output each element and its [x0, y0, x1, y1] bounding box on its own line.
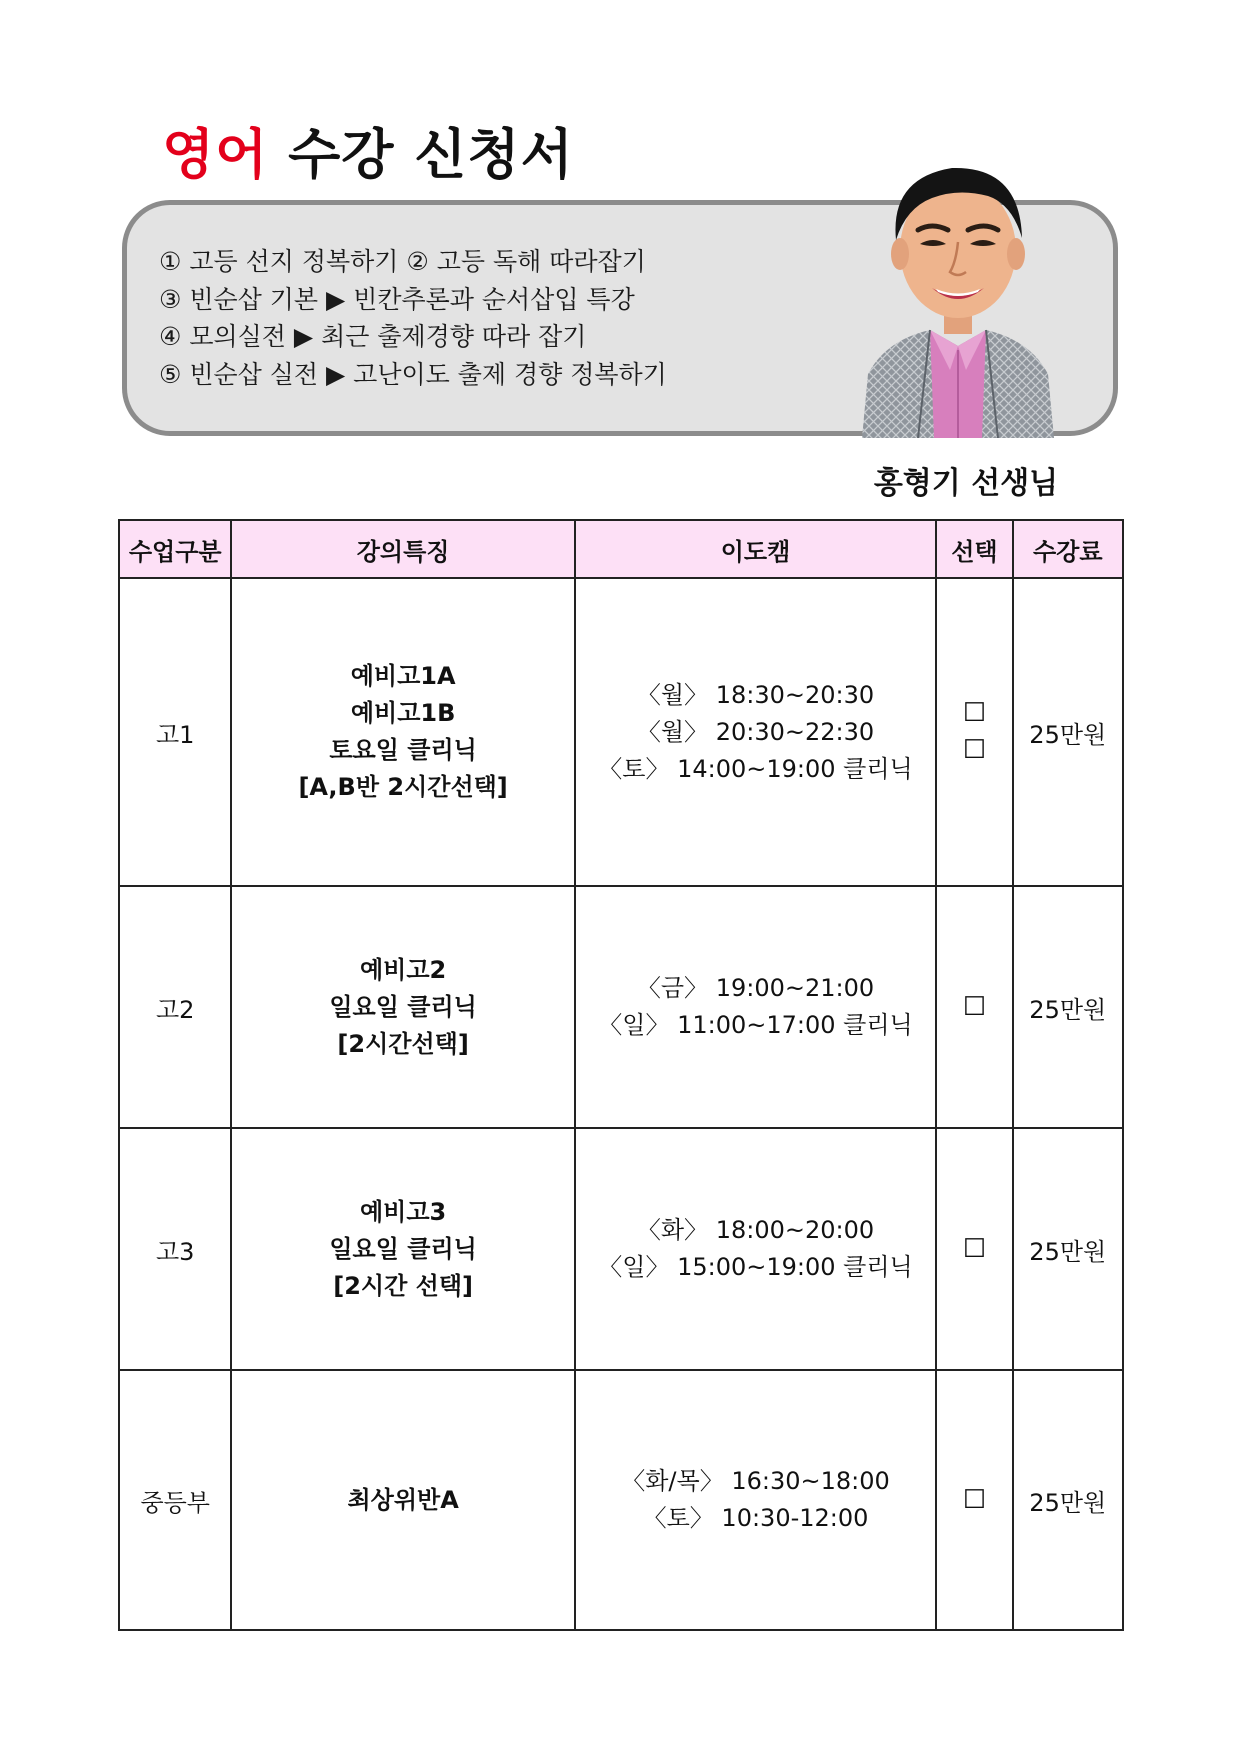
schedule-cell: [575, 1370, 936, 1630]
intro-line: ① 고등 선지 정복하기 ② 고등 독해 따라잡기: [159, 247, 646, 276]
intro-line: ⑤ 빈순삽 실전 ▶ 고난이도 출제 경향 정복하기: [159, 359, 667, 389]
feature-line: 토요일 클리닉: [329, 736, 477, 764]
schedule-line: 〈화〉 18:00~20:00: [636, 1216, 875, 1244]
table-row: [119, 886, 1123, 1128]
column-header-class-type: 수업구분: [119, 520, 231, 578]
feature-line: 예비고2: [359, 955, 447, 984]
feature-line: 예비고1B: [350, 699, 456, 727]
select-checkbox[interactable]: ☐: [962, 991, 987, 1022]
fee-cell: 25만원: [1013, 1128, 1123, 1370]
feature-cell: [231, 886, 574, 1128]
schedule-cell: [575, 1128, 936, 1370]
grade-cell: 중등부: [119, 1370, 231, 1630]
feature-line: [2시간선택]: [337, 1029, 469, 1058]
feature-line: 최상위반A: [347, 1485, 459, 1514]
feature-line: 예비고1A: [350, 662, 456, 690]
feature-cell: [231, 578, 574, 886]
feature-cell: [231, 1128, 574, 1370]
grade-cell: 고3: [119, 1128, 231, 1370]
fee-cell: 25만원: [1013, 1370, 1123, 1630]
schedule-line: 〈월〉 20:30~22:30: [636, 717, 875, 746]
schedule-cell: [575, 886, 936, 1128]
schedule-cell: [575, 578, 936, 886]
page-title: [162, 112, 574, 189]
table-row: [119, 1128, 1123, 1370]
grade-cell: 고1: [119, 578, 231, 886]
fee-cell: 25만원: [1013, 578, 1123, 886]
table-row: [119, 578, 1123, 886]
schedule-line: 〈토〉 10:30-12:00: [642, 1504, 869, 1532]
title-accent: 영어: [162, 123, 269, 186]
select-checkbox[interactable]: ☐: [962, 1484, 987, 1515]
select-checkbox[interactable]: ☐: [962, 1233, 987, 1264]
schedule-line: 〈일〉 11:00~17:00 클리닉: [598, 1011, 913, 1039]
feature-line: [2시간 선택]: [333, 1271, 473, 1300]
feature-line: [A,B반 2시간선택]: [298, 773, 508, 801]
intro-line: ④ 모의실전 ▶ 최근 출제경향 따라 잡기: [159, 322, 587, 351]
title-rest: 수강 신청서: [288, 123, 574, 186]
grade-cell: 고2: [119, 886, 231, 1128]
column-header-features: 강의특징: [231, 520, 574, 578]
select-cell: [936, 886, 1012, 1128]
column-header-campus-schedule: 이도캠: [575, 520, 936, 578]
table-row: [119, 1370, 1123, 1630]
select-cell: [936, 1128, 1012, 1370]
column-header-select: 선택: [936, 520, 1012, 578]
feature-cell: [231, 1370, 574, 1630]
feature-line: 예비고3: [359, 1197, 447, 1226]
teacher-name: 홍형기 선생님: [873, 466, 1059, 501]
schedule-line: 〈화/목〉 16:30~18:00: [621, 1467, 890, 1495]
select-cell: [936, 1370, 1012, 1630]
column-header-fee: 수강료: [1013, 520, 1123, 578]
select-checkbox[interactable]: ☐: [962, 698, 987, 728]
schedule-line: 〈일〉 15:00~19:00 클리닉: [598, 1253, 913, 1281]
fee-cell: 25만원: [1013, 886, 1123, 1128]
schedule-line: 〈금〉 19:00~21:00: [636, 974, 875, 1002]
intro-line: ③ 빈순삽 기본 ▶ 빈칸추론과 순서삽입 특강: [159, 284, 635, 314]
feature-line: 일요일 클리닉: [329, 1234, 477, 1263]
select-checkbox[interactable]: ☐: [962, 735, 987, 765]
enrollment-table: [118, 519, 1124, 1631]
course-intro-list: [159, 243, 667, 393]
schedule-line: 〈월〉 18:30~20:30: [636, 680, 875, 709]
schedule-line: 〈토〉 14:00~19:00 클리닉: [598, 754, 913, 783]
feature-line: 일요일 클리닉: [329, 992, 477, 1021]
select-cell: [936, 578, 1012, 886]
teacher-portrait-image: [860, 138, 1056, 438]
table-header-row: [119, 520, 1123, 578]
